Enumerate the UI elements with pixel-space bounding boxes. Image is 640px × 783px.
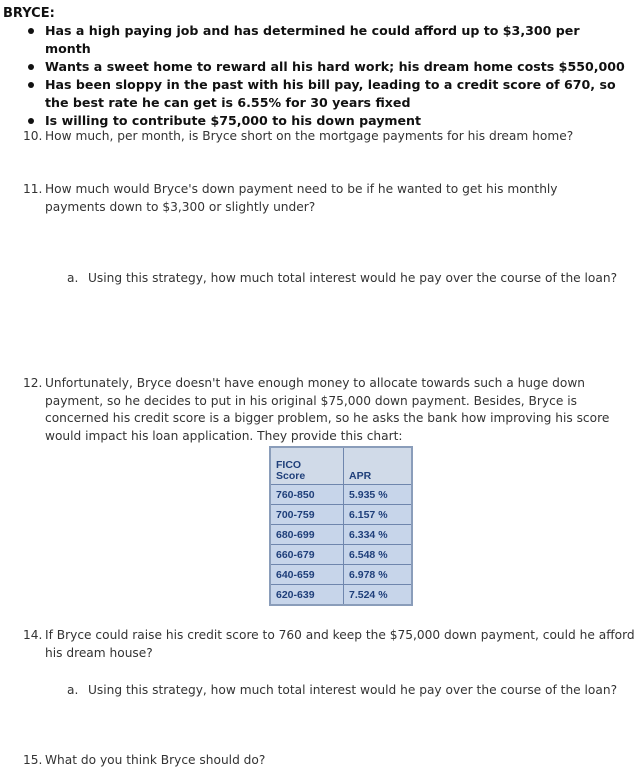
bryce-facts-list [26, 22, 626, 130]
header-apr: APR [344, 447, 413, 485]
question-text: If Bryce could raise his credit score to 760 and keep the $75,000 down payment, could he afford his dream house? [45, 628, 635, 660]
question-number: a. [67, 683, 79, 697]
apr-cell: 7.524 % [344, 585, 413, 606]
apr-cell: 6.548 % [344, 545, 413, 565]
fico-range-cell: 660-679 [270, 545, 344, 565]
table-row [270, 545, 412, 565]
table-row [270, 525, 412, 545]
header-fico-score [270, 447, 344, 485]
question-12 [23, 375, 635, 445]
apr-cell: 6.978 % [344, 565, 413, 585]
fico-apr-table [269, 446, 413, 606]
question-number: a. [67, 271, 79, 285]
question-number: 15. [23, 753, 43, 767]
question-14 [23, 627, 635, 662]
section-heading: BRYCE: [3, 6, 55, 21]
header-label: FICO Score [276, 459, 306, 482]
apr-cell: 6.157 % [344, 505, 413, 525]
question-text: How much would Bryce's down payment need to be if he wanted to get his monthly payments down to $3,300 or slightly under? [45, 182, 558, 214]
fico-range-cell: 680-699 [270, 525, 344, 545]
question-number: 10. [23, 129, 43, 143]
fact-item: Is willing to contribute $75,000 to his down payment [26, 112, 626, 130]
apr-cell: 5.935 % [344, 485, 413, 505]
fact-item: Has been sloppy in the past with his bill pay, leading to a credit score of 670, so the best rate he can get is 6.55% for 30 years fixed [26, 76, 626, 112]
question-text: Using this strategy, how much total interest would he pay over the course of the loan? [88, 683, 618, 697]
fico-range-cell: 620-639 [270, 585, 344, 606]
question-15 [23, 752, 623, 770]
question-text: Using this strategy, how much total interest would he pay over the course of the loan? [88, 271, 618, 285]
table-header-row [270, 447, 412, 485]
table-row [270, 485, 412, 505]
question-text: How much, per month, is Bryce short on the mortgage payments for his dream home? [45, 129, 574, 143]
question-text: What do you think Bryce should do? [45, 753, 266, 767]
apr-cell: 6.334 % [344, 525, 413, 545]
table-row [270, 505, 412, 525]
fico-range-cell: 760-850 [270, 485, 344, 505]
table-row [270, 565, 412, 585]
fico-range-cell: 700-759 [270, 505, 344, 525]
question-text: Unfortunately, Bryce doesn't have enough money to allocate towards such a huge down payment, so he decides to put in his original $75,000 down payment. Besides, Bryce is concerned his credit score is a bigger problem, so he asks the bank how improving his score would impact his loan application. They provide this chart: [45, 376, 610, 443]
question-11 [23, 181, 613, 216]
question-number: 12. [23, 376, 43, 390]
question-number: 14. [23, 628, 43, 642]
fico-range-cell: 640-659 [270, 565, 344, 585]
question-10 [23, 128, 633, 146]
fact-item: Has a high paying job and has determined he could afford up to $3,300 per month [26, 22, 626, 58]
question-11a [67, 270, 627, 288]
question-number: 11. [23, 182, 43, 196]
table-row [270, 585, 412, 606]
question-14a [67, 682, 627, 700]
fact-item: Wants a sweet home to reward all his hard work; his dream home costs $550,000 [26, 58, 626, 76]
